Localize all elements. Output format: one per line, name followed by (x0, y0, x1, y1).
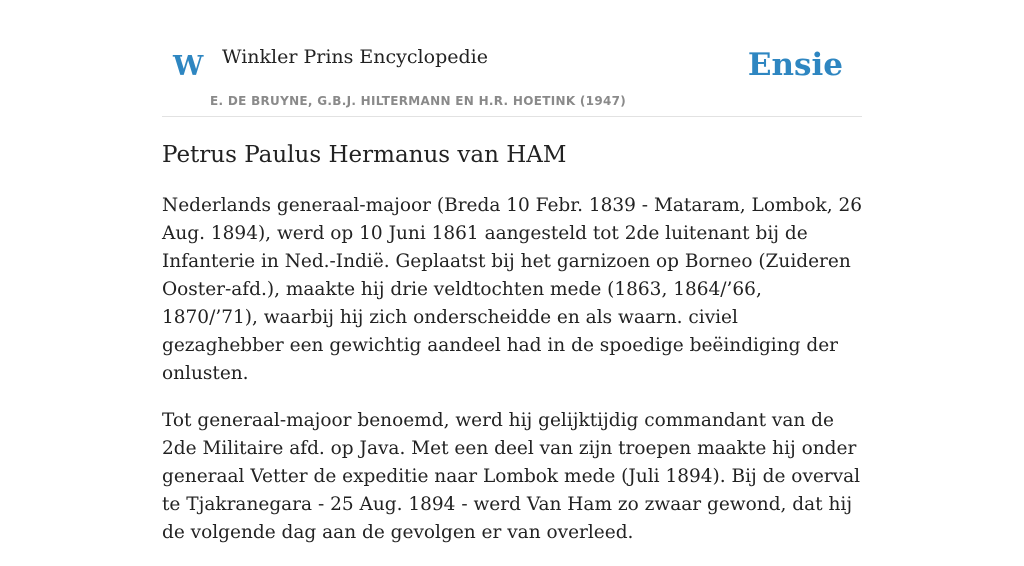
winkler-prins-logo[interactable]: W (173, 51, 204, 82)
ensie-logo-link[interactable]: Ensie (747, 47, 843, 83)
article-paragraph: Nederlands generaal-majoor (Breda 10 Febr. 1839 - Mataram, Lombok, 26 Aug. 1894), werd op 10 Juni 1861 aangesteld tot 2de luitenant bij de Infanterie in Ned.-Indië. Geplaatst bij het garnizoen op Borneo (Zuideren Ooster-afd.), maakte hij drie veldtochten mede (1863, 1864/’66, 1870/’71), waarbij hij zich onderscheidde en als waarn. civiel gezaghebber een gewichtig aandeel had in de spoedige beëindiging der onlusten. (162, 195, 863, 384)
article-title: Petrus Paulus Hermanus van HAM (162, 142, 567, 168)
article (162, 140, 862, 566)
source-header (162, 0, 862, 117)
source-title[interactable]: Winkler Prins Encyclopedie (222, 46, 488, 68)
source-authors: E. DE BRUYNE, G.B.J. HILTERMANN EN H.R. HOETINK (1947) (210, 94, 627, 108)
article-paragraph: Tot generaal-majoor benoemd, werd hij gelijktijdig commandant van de 2de Militaire afd. op Java. Met een deel van zijn troepen maakte hij onder generaal Vetter de expeditie naar Lombok mede (Juli 1894). Bij de overval te Tjakranegara - 25 Aug. 1894 - werd Van Ham zo zwaar gewond, dat hij de volgende dag aan de gevolgen er van overleed. (162, 410, 861, 543)
